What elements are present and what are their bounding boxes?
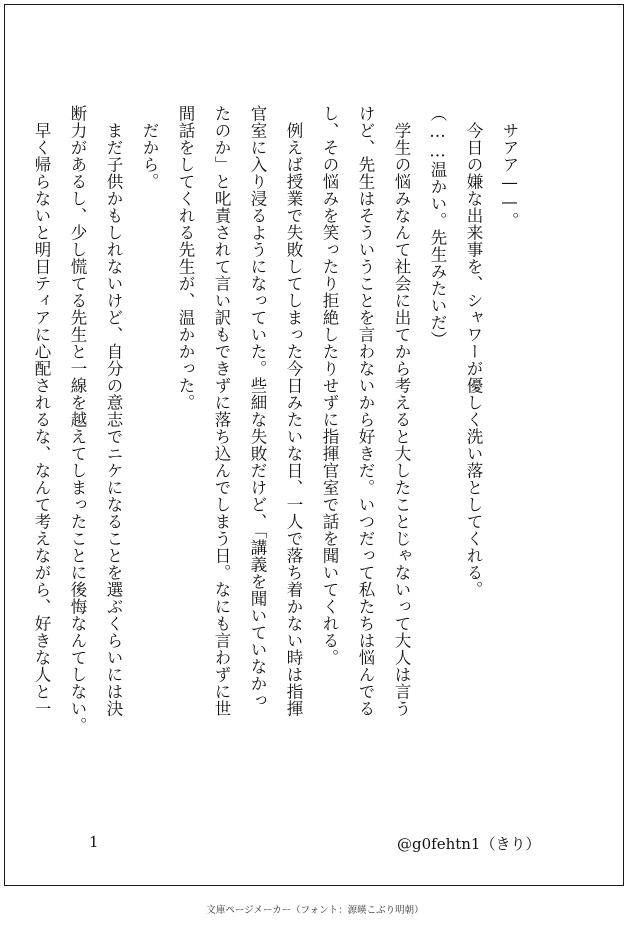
text-line: 官室に入り浸るようになっていた。些細な失敗だけど、「講義を聞いていなかっ (248, 105, 267, 709)
text-line: だから。 (140, 122, 159, 190)
vertical-text-body (23, 105, 527, 805)
page-frame (4, 4, 624, 886)
text-line: し、その悩みを笑ったり拒絶したりせずに指揮官室で話を聞いてくれる。 (320, 105, 339, 666)
text-line: まだ子供かもしれないけど、自分の意志でニケになることを選ぶくらいには決 (104, 122, 123, 717)
footer-credit: 文庫ページメーカー（フォント：源暎こぶり明朝） (206, 905, 424, 916)
text-line: サアア——。 (500, 122, 519, 229)
text-line: 早く帰らないと明日ティアに心配されるな、なんて考えながら、好きな人と一 (32, 122, 51, 717)
text-line: 断力があるし、少し慌てる先生と一線を越えてしまったことに後悔なんてしない。 (68, 105, 87, 734)
page-number: 1 (89, 833, 99, 851)
author-handle: @g0fehtn1（きり） (397, 835, 541, 853)
text-line: 例えば授業で失敗してしまった今日みたいな日、一人で落ち着かない時は指揮 (284, 122, 303, 717)
text-line: （……温かい。先生みたいだ） (428, 105, 447, 348)
text-line: たのか」と叱責されて言い訳もできずに落ち込んでしまう日。なにも言わずに世 (212, 105, 231, 717)
text-line: 今日の嫌な出来事を、シャワーが優しく洗い落としてくれる。 (464, 122, 483, 598)
text-line: けど、先生はそういうことを言わないから好きだ。いつだって私たちは悩んでる (356, 105, 375, 717)
text-line: 学生の悩みなんて社会に出てから考えると大したことじゃないって大人は言う (392, 122, 411, 717)
text-line: 間話をしてくれる先生が、温かかった。 (176, 105, 195, 411)
